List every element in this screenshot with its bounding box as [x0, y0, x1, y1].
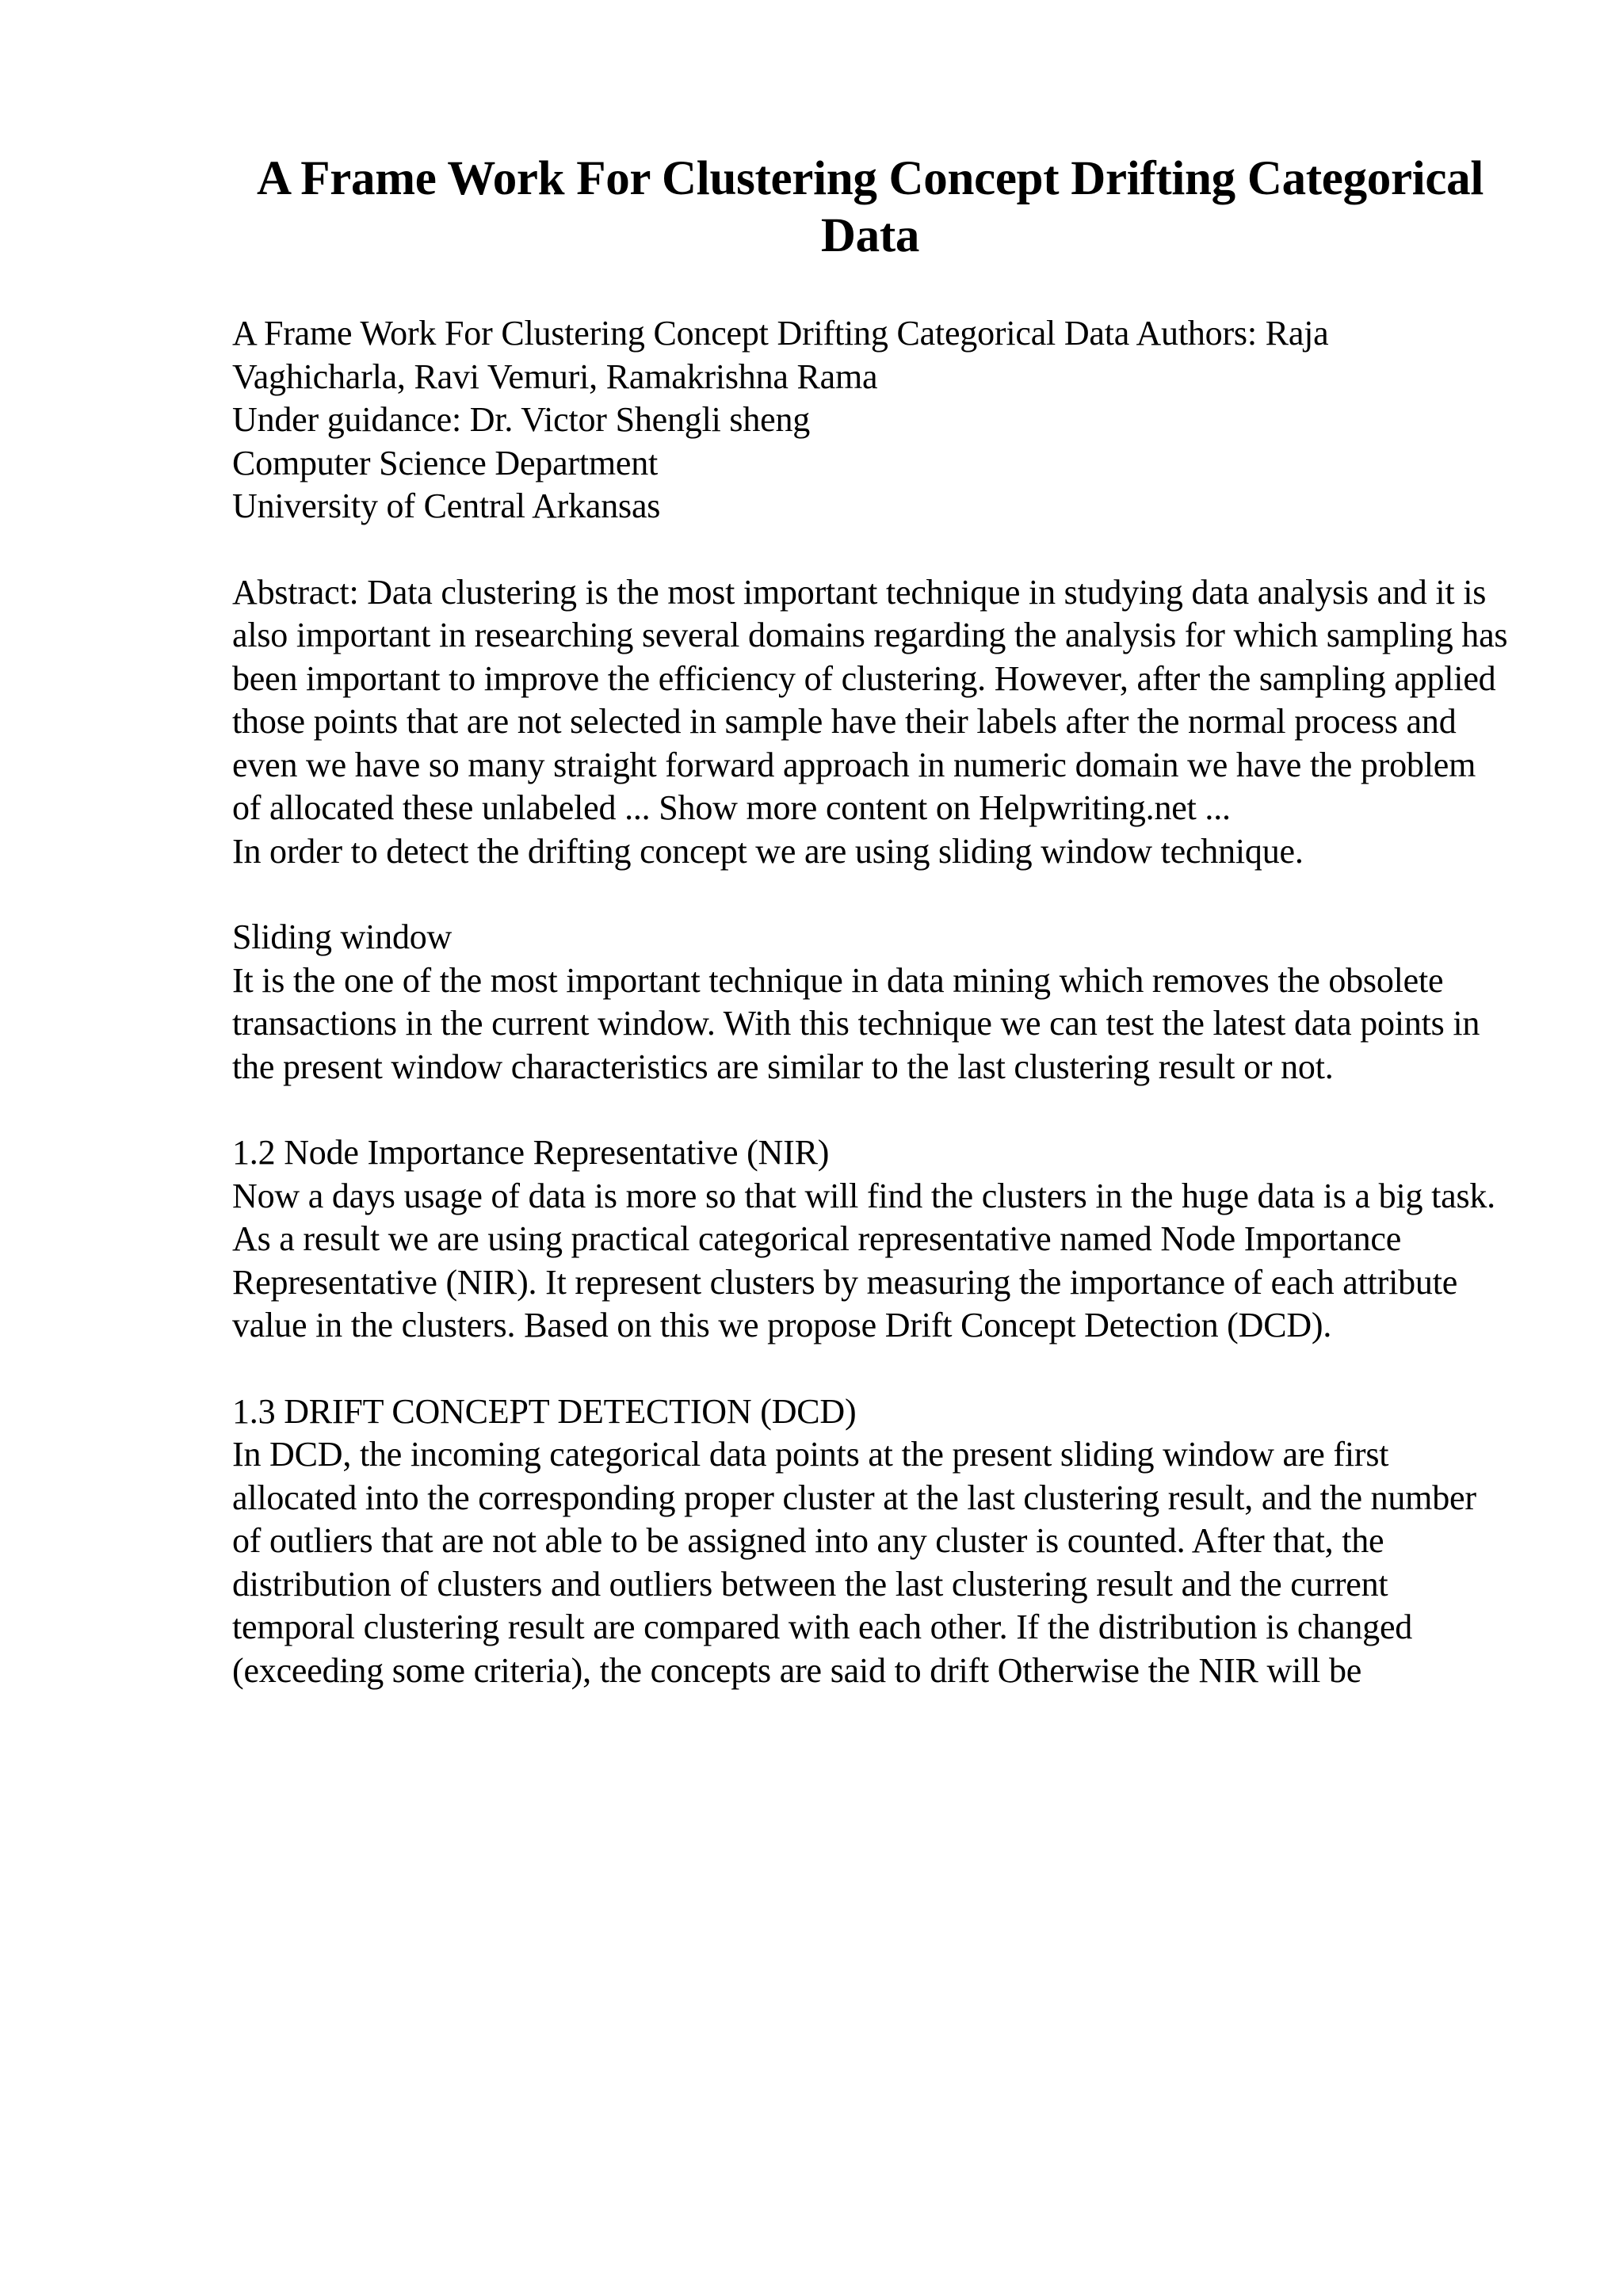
- section-sliding-window: [232, 916, 1508, 1089]
- section-heading: 1.3 DRIFT CONCEPT DETECTION (DCD): [232, 1391, 857, 1431]
- document-page: [232, 151, 1508, 1692]
- guidance-line: Under guidance: Dr. Victor Shengli sheng: [232, 400, 811, 439]
- authors-line: A Frame Work For Clustering Concept Drifting Categorical Data Authors: Raja Vaghicharla, Ravi Vemuri, Ramakrishna Rama: [232, 314, 1329, 396]
- document-title: A Frame Work For Clustering Concept Drifting Categorical Data: [256, 152, 1484, 262]
- university-line: University of Central Arkansas: [232, 486, 661, 525]
- abstract-section: [232, 571, 1508, 874]
- department-line: Computer Science Department: [232, 443, 659, 482]
- section-body: Now a days usage of data is more so that will find the clusters in the huge data is a big task. As a result we are using practical categorical representative named Node Importance Representative (NIR). It represent clusters by measuring the importance of each attribute value in the clusters. Based on this we propose Drift Concept Detection (DCD).: [232, 1176, 1495, 1344]
- abstract-followup: In order to detect the drifting concept we are using sliding window technique.: [232, 831, 1304, 871]
- section-heading: 1.2 Node Importance Representative (NIR): [232, 1133, 830, 1172]
- author-info: [232, 312, 1508, 528]
- section-body: In DCD, the incoming categorical data points at the present sliding window are first allocated into the corresponding proper cluster at the last clustering result, and the number of outliers that are not able to be assigned into any cluster is counted. After that, the distribution of clusters and outliers between the last clustering result and the current temporal clustering result are compared with each other. If the distribution is changed (exceeding some criteria), the concepts are said to drift Otherwise the NIR will be: [232, 1435, 1476, 1690]
- section-heading: Sliding window: [232, 917, 453, 956]
- section-nir: [232, 1131, 1508, 1348]
- abstract-text: Abstract: Data clustering is the most important technique in studying data analysis and it is also important in researching several domains regarding the analysis for which sampling has been important to improve the efficiency of clustering. However, after the sampling applied those points that are not selected in sample have their labels after the normal process and even we have so many straight forward approach in numeric domain we have the problem of allocated these unlabeled ... Show more content on Helpwriting.net ...: [232, 572, 1508, 827]
- section-dcd: [232, 1390, 1508, 1693]
- section-body: It is the one of the most important technique in data mining which removes the obsolete transactions in the current window. With this technique we can test the latest data points in the present window characteristics are similar to the last clustering result or not.: [232, 960, 1480, 1086]
